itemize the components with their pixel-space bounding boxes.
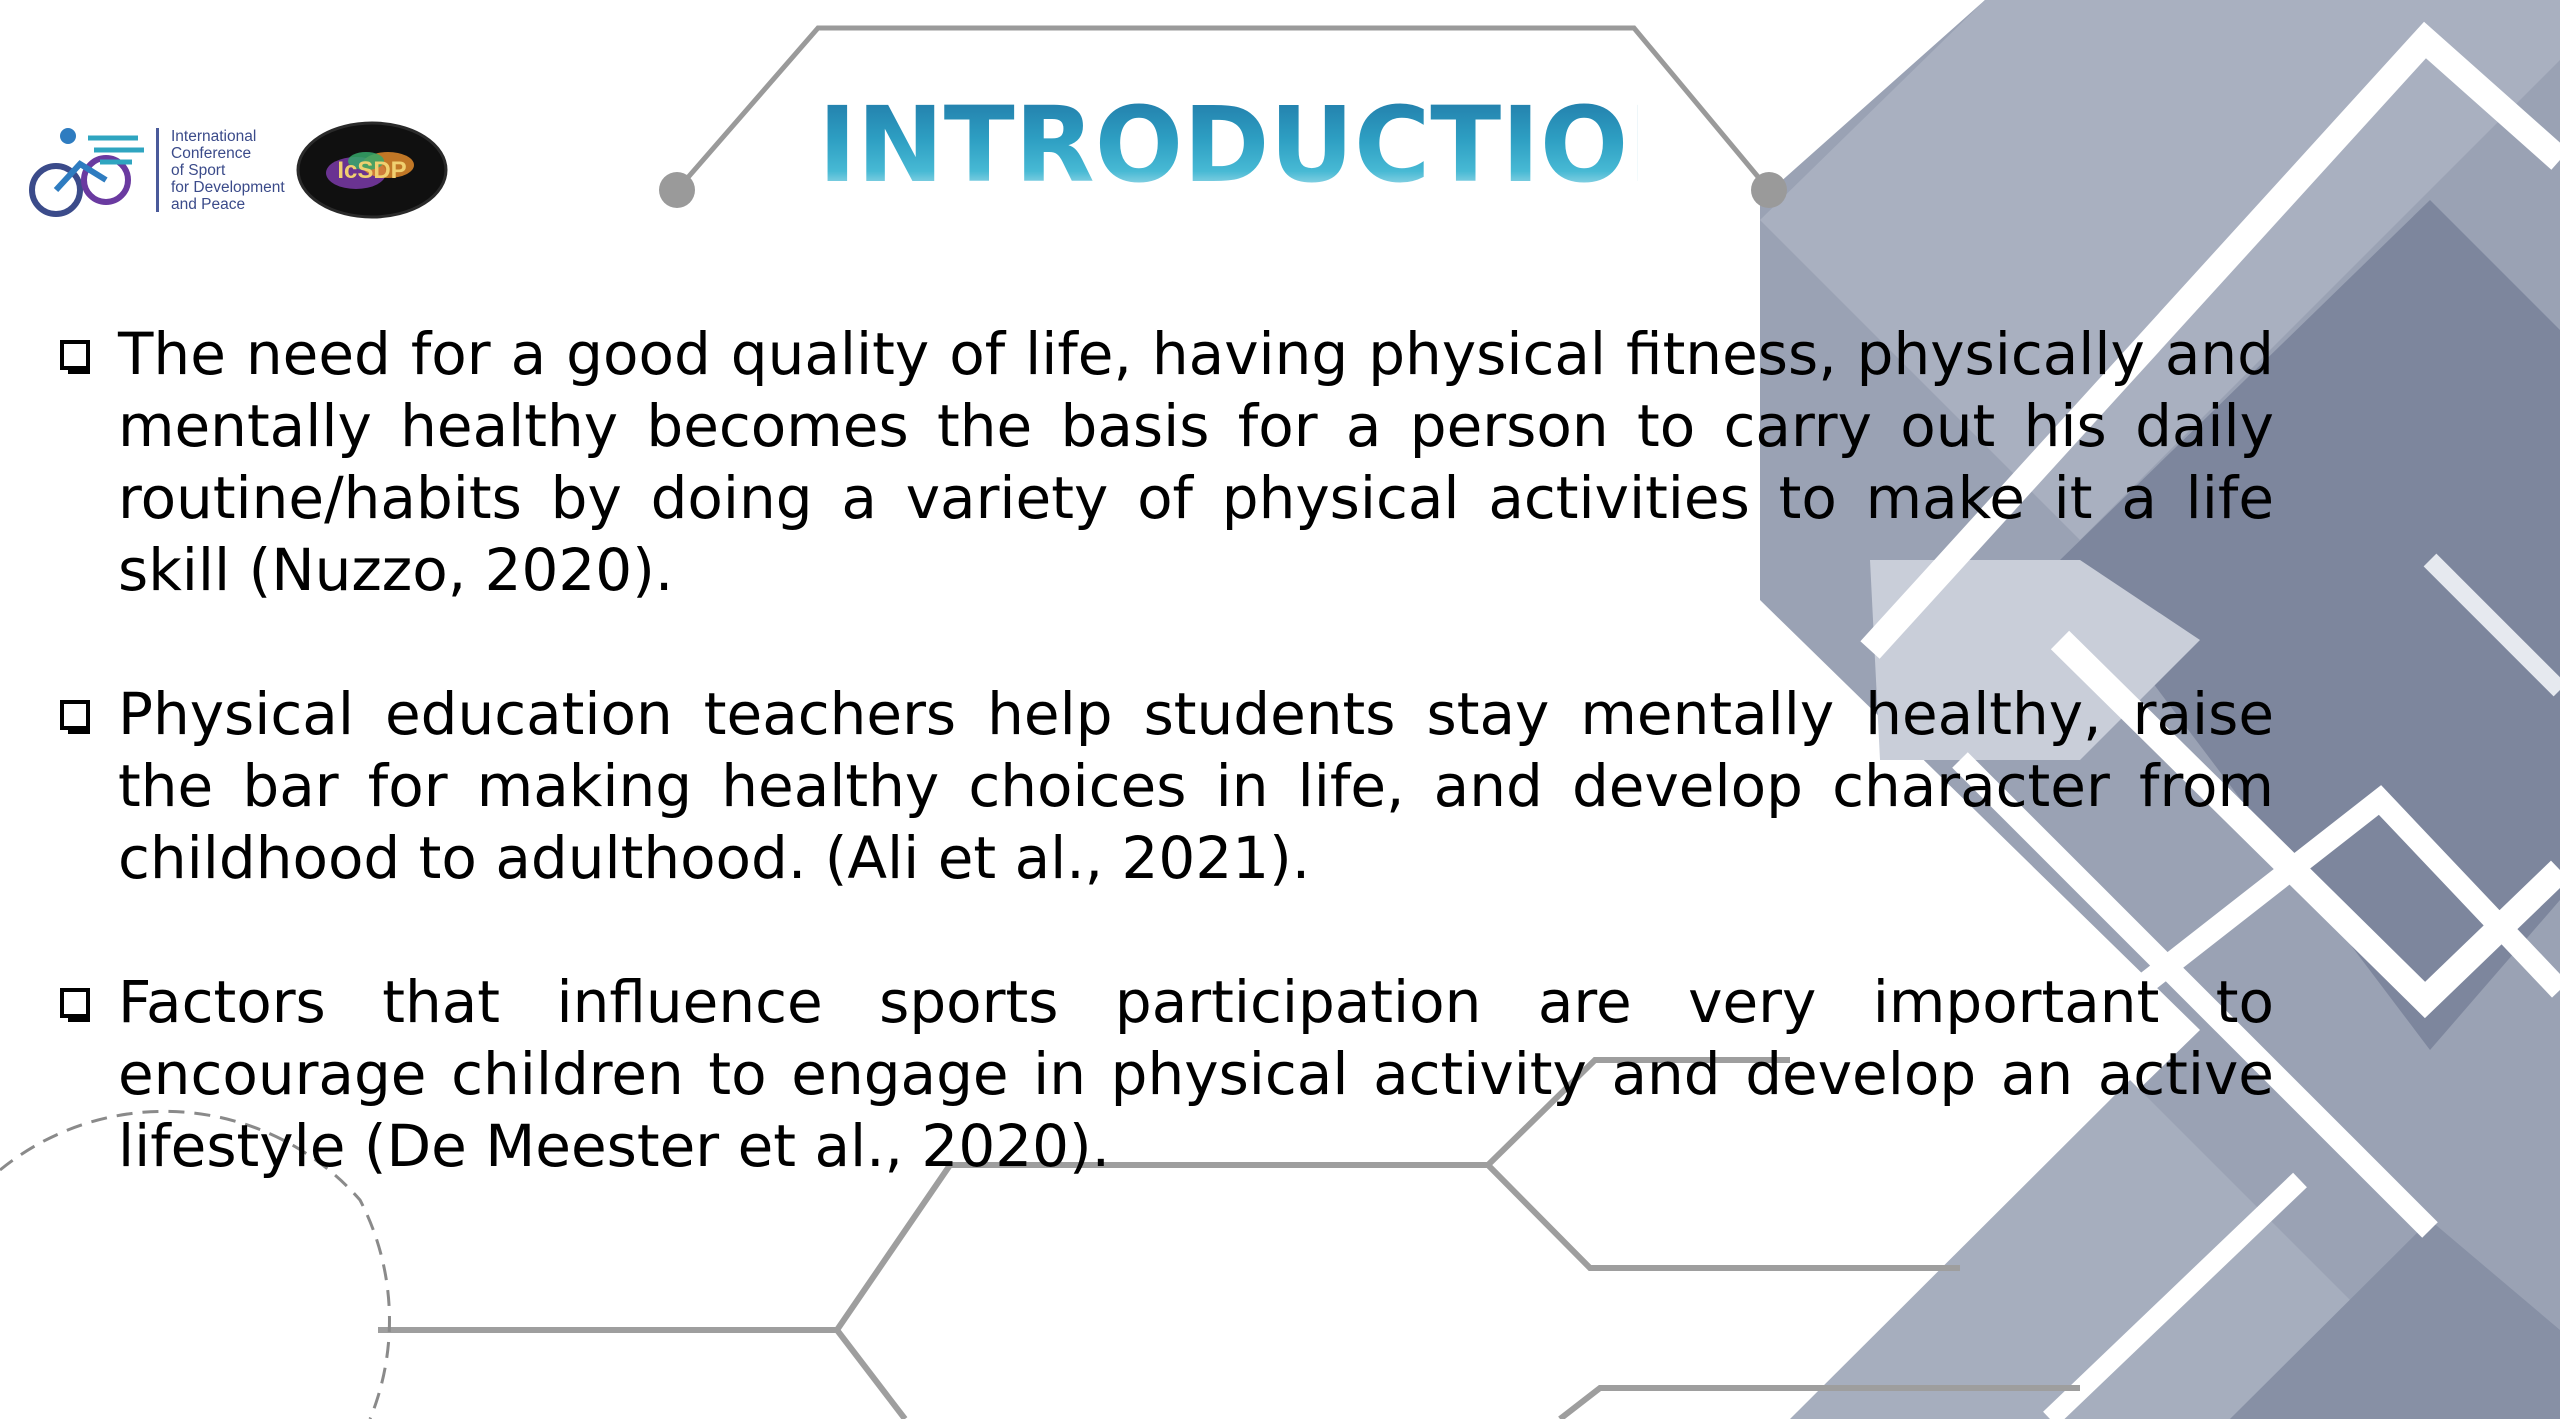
bullet-text: Physical education teachers help students stay mentally healthy, raise the bar for making healthy choices in life, and develop character from childhood to adulthood. (Ali et al., 2021). [118, 680, 2274, 892]
logo-line: of Sport [171, 161, 226, 179]
network-line-b [837, 1330, 905, 1419]
logo-line: and Peace [171, 195, 246, 213]
slide-title: INTRODUCTION [818, 80, 1638, 210]
bullet-text: Factors that influence sports participation are very important to encourage children to engage in physical activity and develop an active lifestyle (De Meester et al., 2020). [118, 968, 2274, 1180]
slide-header [0, 0, 2560, 260]
bullet-text: The need for a good quality of life, having physical fitness, physically and mentally healthy becomes the basis for a person to carry out his daily routine/habits by doing a variety of physical activities to make it a life skill (Nuzzo, 2020). [118, 320, 2274, 604]
bullet-list [52, 318, 2274, 1254]
cyclist-icon [28, 118, 150, 222]
bullet-item [52, 966, 2274, 1182]
logo-text [171, 128, 291, 213]
checkbox-bullet-icon [58, 986, 94, 1022]
logo-line: for Development [171, 178, 285, 196]
logo-line: Conference [171, 144, 252, 162]
checkbox-bullet-icon [58, 698, 94, 734]
badge-text: IcSDP [337, 157, 407, 184]
conference-logo [28, 118, 291, 222]
bullet-item [52, 678, 2274, 894]
logo-line: International [171, 127, 257, 145]
bullet-item [52, 318, 2274, 606]
event-badge-icon [296, 121, 448, 219]
checkbox-bullet-icon [58, 338, 94, 374]
logo-divider [156, 128, 159, 212]
